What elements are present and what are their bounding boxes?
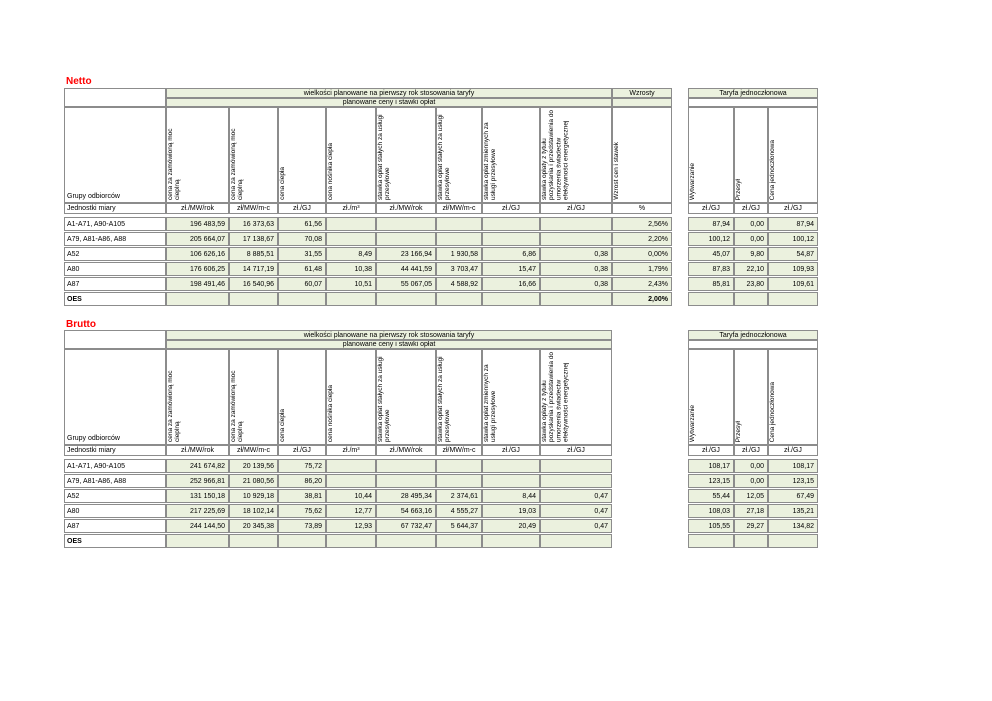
column-header-6-text: stawka opłat stałych za usługi przesyłowe	[437, 356, 452, 442]
table-cell: 21 080,56	[229, 474, 278, 488]
table-cell	[436, 534, 482, 548]
table-row-label: A79, A81-A86, A88	[64, 474, 166, 488]
table-cell: 44 441,59	[376, 262, 436, 276]
taryfa-cell: 27,18	[734, 504, 768, 518]
taryfa-column-header-2-text: Przesył	[735, 178, 742, 200]
wzrost-cell: 0,00%	[612, 247, 672, 261]
table-cell: 205 664,07	[166, 232, 229, 246]
table-cell: 0,38	[540, 262, 612, 276]
table-cell	[166, 292, 229, 306]
taryfa-column-header-3	[768, 107, 818, 203]
taryfa-column-header-2	[734, 107, 768, 203]
table-cell	[482, 474, 540, 488]
wzrosty-sub-blank	[612, 98, 672, 107]
netto-title: Netto	[66, 76, 92, 87]
table-cell	[376, 232, 436, 246]
row-label-header: Grupy odbiorców	[64, 107, 166, 203]
brutto-title: Brutto	[66, 319, 96, 330]
table-cell	[436, 474, 482, 488]
column-header-5	[376, 107, 436, 203]
table-row-label: OES	[64, 292, 166, 306]
taryfa-column-header-1	[688, 349, 734, 445]
taryfa-unit-2: zł./GJ	[734, 203, 768, 214]
unit-cell-7: zł./GJ	[482, 445, 540, 456]
column-header-4-text: cena nośnika ciepła	[327, 142, 334, 200]
unit-cell-3: zł./GJ	[278, 445, 326, 456]
taryfa-column-header-3-text: Cena jednoczłonowa	[769, 381, 776, 442]
taryfa-cell: 0,00	[734, 232, 768, 246]
taryfa-column-header-3-text: Cena jednoczłonowa	[769, 139, 776, 200]
table-cell: 2 374,61	[436, 489, 482, 503]
unit-cell-6: zł/MW/m-c	[436, 203, 482, 214]
table-cell	[436, 217, 482, 231]
taryfa-column-header-1-text: Wytwarzanie	[689, 162, 696, 200]
column-header-1	[166, 107, 229, 203]
taryfa-unit-3: zł./GJ	[768, 445, 818, 456]
taryfa-cell: 87,94	[768, 217, 818, 231]
table-cell: 1 930,58	[436, 247, 482, 261]
taryfa-cell: 123,15	[768, 474, 818, 488]
table-cell	[482, 534, 540, 548]
unit-cell-2: zł/MW/m-c	[229, 445, 278, 456]
table-cell: 4 588,92	[436, 277, 482, 291]
column-header-2-text: cena za zamówioną moc cieplną	[230, 370, 245, 442]
column-header-3	[278, 349, 326, 445]
table-cell: 106 626,16	[166, 247, 229, 261]
wzrost-unit: %	[612, 203, 672, 214]
table-cell: 10 929,18	[229, 489, 278, 503]
column-header-5	[376, 349, 436, 445]
table-cell: 0,47	[540, 519, 612, 533]
taryfa-cell	[688, 292, 734, 306]
units-label: Jednostki miary	[64, 445, 166, 456]
column-header-4	[326, 107, 376, 203]
corner-blank	[64, 88, 166, 107]
taryfa-cell: 9,80	[734, 247, 768, 261]
table-cell: 16 373,63	[229, 217, 278, 231]
table-cell: 244 144,50	[166, 519, 229, 533]
taryfa-cell: 0,00	[734, 459, 768, 473]
table-cell	[482, 459, 540, 473]
wzrost-cell: 2,43%	[612, 277, 672, 291]
taryfa-cell: 67,49	[768, 489, 818, 503]
column-header-3-text: cena ciepła	[279, 409, 286, 442]
table-cell: 67 732,47	[376, 519, 436, 533]
table-cell	[326, 459, 376, 473]
table-cell: 6,86	[482, 247, 540, 261]
table-cell	[376, 534, 436, 548]
table-cell	[376, 474, 436, 488]
table-cell: 8 885,51	[229, 247, 278, 261]
taryfa-cell: 108,03	[688, 504, 734, 518]
table-row-label: A52	[64, 247, 166, 261]
taryfa-cell: 109,93	[768, 262, 818, 276]
taryfa-unit-3: zł./GJ	[768, 203, 818, 214]
table-cell: 15,47	[482, 262, 540, 276]
taryfa-cell: 55,44	[688, 489, 734, 503]
column-header-8	[540, 107, 612, 203]
table-cell: 12,93	[326, 519, 376, 533]
column-header-7-text: stawka opłat zmiennych za usługi przesyłowe	[483, 364, 498, 442]
taryfa-cell: 85,81	[688, 277, 734, 291]
table-cell: 20 345,38	[229, 519, 278, 533]
unit-cell-1: zł./MW/rok	[166, 445, 229, 456]
column-header-3-text: cena ciepła	[279, 167, 286, 200]
table-cell: 20,49	[482, 519, 540, 533]
taryfa-column-header-3	[768, 349, 818, 445]
unit-cell-1: zł./MW/rok	[166, 203, 229, 214]
table-row-label: A80	[64, 262, 166, 276]
taryfa-cell: 12,05	[734, 489, 768, 503]
table-cell	[436, 292, 482, 306]
table-cell: 73,89	[278, 519, 326, 533]
wzrost-column-header	[612, 107, 672, 203]
unit-cell-4: zł./m³	[326, 203, 376, 214]
table-cell	[229, 534, 278, 548]
column-header-1-text: cena za zamówioną moc cieplną	[167, 128, 182, 200]
taryfa-cell: 135,21	[768, 504, 818, 518]
column-header-4	[326, 349, 376, 445]
table-cell: 28 495,34	[376, 489, 436, 503]
table-cell: 8,49	[326, 247, 376, 261]
table-cell: 0,38	[540, 247, 612, 261]
taryfa-cell: 87,83	[688, 262, 734, 276]
table-cell	[326, 217, 376, 231]
unit-cell-6: zł/MW/m-c	[436, 445, 482, 456]
table-cell	[436, 232, 482, 246]
wzrost-cell: 2,20%	[612, 232, 672, 246]
table-cell	[540, 534, 612, 548]
taryfa-unit-2: zł./GJ	[734, 445, 768, 456]
column-header-4-text: cena nośnika ciepła	[327, 384, 334, 442]
table-row-label: A87	[64, 277, 166, 291]
table-cell: 54 663,16	[376, 504, 436, 518]
taryfa-cell: 87,94	[688, 217, 734, 231]
table-row-label: A87	[64, 519, 166, 533]
group-header: wielkości planowane na pierwszy rok stosowania taryfy	[166, 88, 612, 98]
table-cell	[376, 459, 436, 473]
units-label: Jednostki miary	[64, 203, 166, 214]
table-cell: 19,03	[482, 504, 540, 518]
table-cell	[540, 459, 612, 473]
taryfa-column-header-1-text: Wytwarzanie	[689, 404, 696, 442]
taryfa-column-header-2-text: Przesył	[735, 420, 742, 442]
table-cell: 75,62	[278, 504, 326, 518]
wzrost-column-header-text: Wzrost cen i stawek	[613, 142, 620, 200]
table-cell: 5 644,37	[436, 519, 482, 533]
table-cell	[326, 232, 376, 246]
table-cell: 10,51	[326, 277, 376, 291]
table-cell: 55 067,05	[376, 277, 436, 291]
table-cell: 60,07	[278, 277, 326, 291]
taryfa-cell: 29,27	[734, 519, 768, 533]
table-cell: 16 540,96	[229, 277, 278, 291]
table-cell	[482, 217, 540, 231]
table-cell: 0,38	[540, 277, 612, 291]
table-cell: 18 102,14	[229, 504, 278, 518]
table-cell	[376, 292, 436, 306]
taryfa-cell: 109,61	[768, 277, 818, 291]
table-cell: 17 138,67	[229, 232, 278, 246]
table-cell	[278, 534, 326, 548]
wzrost-cell: 1,79%	[612, 262, 672, 276]
table-cell	[540, 474, 612, 488]
row-label-header: Grupy odbiorców	[64, 349, 166, 445]
table-cell: 61,48	[278, 262, 326, 276]
table-row-label: A1-A71, A90-A105	[64, 217, 166, 231]
table-cell: 61,56	[278, 217, 326, 231]
column-header-7	[482, 107, 540, 203]
taryfa-cell	[734, 292, 768, 306]
table-cell	[376, 217, 436, 231]
taryfa-unit-1: zł./GJ	[688, 203, 734, 214]
column-header-2-text: cena za zamówioną moc cieplną	[230, 128, 245, 200]
taryfa-cell: 105,55	[688, 519, 734, 533]
taryfa-cell	[734, 534, 768, 548]
taryfa-cell: 22,10	[734, 262, 768, 276]
table-cell: 198 491,46	[166, 277, 229, 291]
column-header-8	[540, 349, 612, 445]
table-cell: 0,47	[540, 504, 612, 518]
taryfa-cell: 45,07	[688, 247, 734, 261]
column-header-2	[229, 107, 278, 203]
taryfa-cell: 0,00	[734, 217, 768, 231]
taryfa-cell: 134,82	[768, 519, 818, 533]
taryfa-cell: 100,12	[768, 232, 818, 246]
table-cell: 12,77	[326, 504, 376, 518]
table-cell: 20 139,56	[229, 459, 278, 473]
unit-cell-8: zł./GJ	[540, 445, 612, 456]
unit-cell-2: zł/MW/m-c	[229, 203, 278, 214]
taryfa-cell: 54,87	[768, 247, 818, 261]
table-cell: 16,66	[482, 277, 540, 291]
taryfa-sub-blank	[688, 98, 818, 107]
table-cell	[326, 474, 376, 488]
column-header-1-text: cena za zamówioną moc cieplną	[167, 370, 182, 442]
column-header-5-text: stawka opłat stałych za usługi przesyłowe	[377, 356, 392, 442]
table-cell: 196 483,59	[166, 217, 229, 231]
table-cell: 3 703,47	[436, 262, 482, 276]
table-cell: 131 150,18	[166, 489, 229, 503]
unit-cell-4: zł./m³	[326, 445, 376, 456]
table-cell: 10,44	[326, 489, 376, 503]
wzrost-cell: 2,56%	[612, 217, 672, 231]
unit-cell-3: zł./GJ	[278, 203, 326, 214]
sub-header: planowane ceny i stawki opłat	[166, 340, 612, 349]
taryfa-column-header-2	[734, 349, 768, 445]
taryfa-cell: 0,00	[734, 474, 768, 488]
table-cell: 0,47	[540, 489, 612, 503]
sub-header: planowane ceny i stawki opłat	[166, 98, 612, 107]
table-cell	[540, 232, 612, 246]
table-cell	[326, 292, 376, 306]
taryfa-cell: 108,17	[688, 459, 734, 473]
table-cell: 23 166,94	[376, 247, 436, 261]
taryfa-header: Taryfa jednoczłonowa	[688, 88, 818, 98]
taryfa-cell: 108,17	[768, 459, 818, 473]
column-header-3	[278, 107, 326, 203]
table-cell: 4 555,27	[436, 504, 482, 518]
table-cell: 217 225,69	[166, 504, 229, 518]
table-cell: 176 606,25	[166, 262, 229, 276]
column-header-7	[482, 349, 540, 445]
table-row-label: A52	[64, 489, 166, 503]
table-cell: 14 717,19	[229, 262, 278, 276]
taryfa-cell	[688, 534, 734, 548]
table-cell: 70,08	[278, 232, 326, 246]
table-row-label: A80	[64, 504, 166, 518]
table-row-label: A1-A71, A90-A105	[64, 459, 166, 473]
table-cell	[540, 217, 612, 231]
table-cell	[278, 292, 326, 306]
table-cell	[229, 292, 278, 306]
unit-cell-8: zł./GJ	[540, 203, 612, 214]
column-header-6-text: stawka opłat stałych za usługi przesyłowe	[437, 114, 452, 200]
wzrosty-header: Wzrosty	[612, 88, 672, 98]
table-row-label: A79, A81-A86, A88	[64, 232, 166, 246]
taryfa-column-header-1	[688, 107, 734, 203]
group-header: wielkości planowane na pierwszy rok stosowania taryfy	[166, 330, 612, 340]
table-cell: 10,38	[326, 262, 376, 276]
table-cell	[482, 232, 540, 246]
table-cell: 86,20	[278, 474, 326, 488]
column-header-6	[436, 107, 482, 203]
corner-blank	[64, 330, 166, 349]
table-cell: 8,44	[482, 489, 540, 503]
table-cell	[166, 534, 229, 548]
column-header-2	[229, 349, 278, 445]
taryfa-cell: 123,15	[688, 474, 734, 488]
table-cell	[436, 459, 482, 473]
taryfa-cell	[768, 292, 818, 306]
wzrost-cell: 2,00%	[612, 292, 672, 306]
taryfa-sub-blank	[688, 340, 818, 349]
table-cell: 75,72	[278, 459, 326, 473]
table-cell: 31,55	[278, 247, 326, 261]
column-header-8-text: stawka opłaty z tytułu pozyskania i przedstawienia do umorzenia świadectw efektywności energetycznej	[541, 110, 570, 200]
unit-cell-7: zł./GJ	[482, 203, 540, 214]
unit-cell-5: zł./MW/rok	[376, 445, 436, 456]
table-cell	[326, 534, 376, 548]
table-cell: 38,81	[278, 489, 326, 503]
taryfa-cell	[768, 534, 818, 548]
table-cell: 252 966,81	[166, 474, 229, 488]
unit-cell-5: zł./MW/rok	[376, 203, 436, 214]
table-cell	[540, 292, 612, 306]
column-header-6	[436, 349, 482, 445]
table-cell: 241 674,82	[166, 459, 229, 473]
table-cell	[482, 292, 540, 306]
column-header-8-text: stawka opłaty z tytułu pozyskania i przedstawienia do umorzenia świadectw efektywności energetycznej	[541, 352, 570, 442]
column-header-7-text: stawka opłat zmiennych za usługi przesyłowe	[483, 122, 498, 200]
table-row-label: OES	[64, 534, 166, 548]
taryfa-cell: 100,12	[688, 232, 734, 246]
column-header-5-text: stawka opłat stałych za usługi przesyłowe	[377, 114, 392, 200]
taryfa-cell: 23,80	[734, 277, 768, 291]
taryfa-unit-1: zł./GJ	[688, 445, 734, 456]
column-header-1	[166, 349, 229, 445]
taryfa-header: Taryfa jednoczłonowa	[688, 330, 818, 340]
